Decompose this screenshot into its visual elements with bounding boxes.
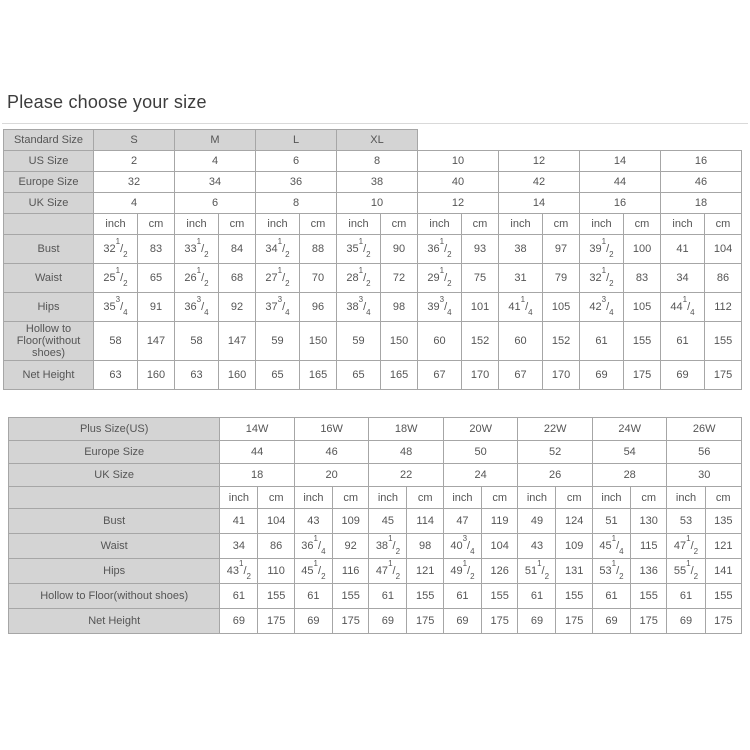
measure-cm-cell: 115: [631, 534, 667, 559]
size-value-cell: 34: [175, 172, 256, 193]
unit-label: inch: [661, 214, 705, 235]
unit-label: inch: [580, 214, 624, 235]
measure-cm-cell: 70: [300, 264, 337, 293]
unit-label: inch: [175, 214, 219, 235]
size-value-cell: 32: [94, 172, 175, 193]
page-title: Please choose your size: [7, 92, 207, 112]
measure-cm-cell: 175: [332, 609, 368, 634]
unit-label: cm: [381, 214, 418, 235]
measure-inch-cell: $47^1/_2$: [667, 534, 705, 559]
measure-inch-cell: 61: [661, 322, 705, 361]
measure-cm-cell: 155: [705, 322, 742, 361]
measure-cm-cell: 114: [407, 509, 443, 534]
unit-label: cm: [705, 214, 742, 235]
measure-inch-cell: $38^3/_4$: [337, 293, 381, 322]
measure-inch-cell: 65: [256, 361, 300, 390]
measure-inch-cell: 58: [94, 322, 138, 361]
measure-cm-cell: 65: [138, 264, 175, 293]
measure-inch-cell: $32^1/_2$: [94, 235, 138, 264]
size-value-cell: 18: [220, 464, 295, 487]
measure-inch-cell: 61: [592, 584, 630, 609]
measure-inch-cell: 63: [94, 361, 138, 390]
measure-cm-cell: 86: [258, 534, 294, 559]
size-value-cell: 6: [175, 193, 256, 214]
measure-inch-cell: 49: [518, 509, 556, 534]
unit-label: inch: [256, 214, 300, 235]
row-label: Waist: [4, 264, 94, 293]
size-value-cell: 8: [256, 193, 337, 214]
size-value-cell: 4: [94, 193, 175, 214]
measure-cm-cell: 175: [624, 361, 661, 390]
size-row: [9, 418, 742, 441]
measure-cm-cell: 160: [219, 361, 256, 390]
unit-label: cm: [481, 487, 517, 509]
measure-inch-cell: $37^3/_4$: [256, 293, 300, 322]
unit-label: inch: [418, 214, 462, 235]
measure-row: [9, 609, 742, 634]
measure-inch-cell: $41^1/_4$: [499, 293, 543, 322]
measure-inch-cell: $40^3/_4$: [443, 534, 481, 559]
row-label: [4, 214, 94, 235]
size-row: [4, 172, 742, 193]
plus-size-table: [0, 417, 750, 634]
size-value-cell: 2: [94, 151, 175, 172]
size-value-cell: 22: [369, 464, 444, 487]
unit-label: cm: [300, 214, 337, 235]
size-value-cell: 24W: [592, 418, 667, 441]
measure-cm-cell: 90: [381, 235, 418, 264]
measure-cm-cell: 160: [138, 361, 175, 390]
measure-cm-cell: 96: [300, 293, 337, 322]
measure-inch-cell: $38^1/_2$: [369, 534, 407, 559]
size-value-cell: 50: [443, 441, 518, 464]
unit-label: inch: [369, 487, 407, 509]
measure-inch-cell: $51^1/_2$: [518, 559, 556, 584]
measure-inch-cell: 59: [337, 322, 381, 361]
row-label: UK Size: [9, 464, 220, 487]
measure-inch-cell: 69: [518, 609, 556, 634]
measure-cm-cell: 112: [705, 293, 742, 322]
unit-row: [4, 214, 742, 235]
measure-inch-cell: $45^1/_4$: [592, 534, 630, 559]
size-value-cell: 38: [337, 172, 418, 193]
measure-cm-cell: 155: [556, 584, 592, 609]
size-row: [4, 193, 742, 214]
size-value-cell: 48: [369, 441, 444, 464]
measure-cm-cell: 124: [556, 509, 592, 534]
row-label: UK Size: [4, 193, 94, 214]
size-group-cell: XL: [337, 130, 418, 151]
size-value-cell: 52: [518, 441, 593, 464]
measure-cm-cell: 83: [624, 264, 661, 293]
measure-cm-cell: 155: [631, 584, 667, 609]
size-group-cell: M: [175, 130, 256, 151]
unit-label: inch: [518, 487, 556, 509]
measure-inch-cell: 69: [661, 361, 705, 390]
measure-cm-cell: 109: [332, 509, 368, 534]
row-label: Hips: [9, 559, 220, 584]
size-value-cell: 18: [661, 193, 742, 214]
measure-cm-cell: 165: [300, 361, 337, 390]
measure-cm-cell: 175: [481, 609, 517, 634]
size-value-cell: 14W: [220, 418, 295, 441]
measure-cm-cell: 155: [332, 584, 368, 609]
measure-cm-cell: 136: [631, 559, 667, 584]
row-label: Bust: [4, 235, 94, 264]
measure-cm-cell: 147: [138, 322, 175, 361]
row-label: US Size: [4, 151, 94, 172]
measure-inch-cell: 61: [518, 584, 556, 609]
measure-inch-cell: $39^3/_4$: [418, 293, 462, 322]
row-label: Europe Size: [9, 441, 220, 464]
measure-cm-cell: 110: [258, 559, 294, 584]
measure-inch-cell: 31: [499, 264, 543, 293]
size-value-cell: 12: [499, 151, 580, 172]
size-chart: [8, 417, 742, 634]
row-label: [9, 487, 220, 509]
measure-cm-cell: 98: [407, 534, 443, 559]
measure-row: [9, 584, 742, 609]
measure-cm-cell: 91: [138, 293, 175, 322]
measure-inch-cell: $35^1/_2$: [337, 235, 381, 264]
size-value-cell: 16W: [294, 418, 369, 441]
measure-cm-cell: 119: [481, 509, 517, 534]
measure-cm-cell: 165: [381, 361, 418, 390]
size-row: [9, 441, 742, 464]
measure-inch-cell: 59: [256, 322, 300, 361]
row-label: Bust: [9, 509, 220, 534]
measure-cm-cell: 152: [543, 322, 580, 361]
measure-cm-cell: 175: [631, 609, 667, 634]
row-label: Europe Size: [4, 172, 94, 193]
size-value-cell: 14: [580, 151, 661, 172]
size-value-cell: 46: [661, 172, 742, 193]
measure-cm-cell: 104: [705, 235, 742, 264]
measure-cm-cell: 170: [462, 361, 499, 390]
unit-label: inch: [220, 487, 258, 509]
unit-label: inch: [294, 487, 332, 509]
unit-label: cm: [332, 487, 368, 509]
measure-inch-cell: $39^1/_2$: [580, 235, 624, 264]
measure-inch-cell: 69: [220, 609, 258, 634]
size-value-cell: 24: [443, 464, 518, 487]
size-value-cell: 46: [294, 441, 369, 464]
measure-cm-cell: 83: [138, 235, 175, 264]
measure-inch-cell: $49^1/_2$: [443, 559, 481, 584]
size-value-cell: 20W: [443, 418, 518, 441]
measure-cm-cell: 104: [258, 509, 294, 534]
measure-inch-cell: 69: [443, 609, 481, 634]
unit-label: cm: [462, 214, 499, 235]
unit-label: inch: [443, 487, 481, 509]
size-value-cell: 42: [499, 172, 580, 193]
measure-cm-cell: 79: [543, 264, 580, 293]
measure-inch-cell: $53^1/_2$: [592, 559, 630, 584]
measure-cm-cell: 100: [624, 235, 661, 264]
measure-inch-cell: 61: [294, 584, 332, 609]
row-label: Net Height: [4, 361, 94, 390]
size-value-cell: 30: [667, 464, 742, 487]
size-value-cell: 20: [294, 464, 369, 487]
measure-inch-cell: $47^1/_2$: [369, 559, 407, 584]
measure-inch-cell: 60: [418, 322, 462, 361]
measure-cm-cell: 175: [407, 609, 443, 634]
size-row: [4, 151, 742, 172]
measure-cm-cell: 175: [705, 361, 742, 390]
measure-cm-cell: 104: [481, 534, 517, 559]
measure-cm-cell: 86: [705, 264, 742, 293]
measure-row: [4, 322, 742, 361]
unit-label: cm: [543, 214, 580, 235]
measure-inch-cell: 58: [175, 322, 219, 361]
size-value-cell: 56: [667, 441, 742, 464]
size-value-cell: 26W: [667, 418, 742, 441]
measure-row: [9, 509, 742, 534]
measure-inch-cell: 67: [499, 361, 543, 390]
unit-label: cm: [258, 487, 294, 509]
measure-inch-cell: $36^1/_2$: [418, 235, 462, 264]
measure-row: [4, 293, 742, 322]
size-value-cell: 26: [518, 464, 593, 487]
measure-inch-cell: 65: [337, 361, 381, 390]
measure-cm-cell: 116: [332, 559, 368, 584]
unit-label: inch: [337, 214, 381, 235]
measure-inch-cell: $28^1/_2$: [337, 264, 381, 293]
measure-inch-cell: 38: [499, 235, 543, 264]
size-value-cell: 54: [592, 441, 667, 464]
size-value-cell: 22W: [518, 418, 593, 441]
measure-cm-cell: 155: [705, 584, 741, 609]
row-label: Net Height: [9, 609, 220, 634]
unit-label: inch: [499, 214, 543, 235]
measure-cm-cell: 105: [543, 293, 580, 322]
measure-inch-cell: 34: [220, 534, 258, 559]
row-label: Standard Size: [4, 130, 94, 151]
size-value-cell: 10: [418, 151, 499, 172]
unit-label: inch: [592, 487, 630, 509]
measure-inch-cell: 60: [499, 322, 543, 361]
size-value-cell: 18W: [369, 418, 444, 441]
measure-row: [4, 361, 742, 390]
unit-label: cm: [624, 214, 661, 235]
row-label: Plus Size(US): [9, 418, 220, 441]
measure-inch-cell: 41: [220, 509, 258, 534]
measure-inch-cell: $32^1/_2$: [580, 264, 624, 293]
measure-cm-cell: 155: [407, 584, 443, 609]
measure-inch-cell: 41: [661, 235, 705, 264]
measure-cm-cell: 170: [543, 361, 580, 390]
measure-inch-cell: 61: [369, 584, 407, 609]
measure-cm-cell: 175: [705, 609, 741, 634]
measure-inch-cell: 43: [294, 509, 332, 534]
measure-inch-cell: $35^3/_4$: [94, 293, 138, 322]
measure-inch-cell: 69: [294, 609, 332, 634]
measure-cm-cell: 68: [219, 264, 256, 293]
unit-label: cm: [705, 487, 741, 509]
measure-inch-cell: 53: [667, 509, 705, 534]
measure-cm-cell: 175: [556, 609, 592, 634]
measure-cm-cell: 155: [258, 584, 294, 609]
unit-label: cm: [138, 214, 175, 235]
measure-inch-cell: $42^3/_4$: [580, 293, 624, 322]
measure-inch-cell: $26^1/_2$: [175, 264, 219, 293]
measure-inch-cell: $43^1/_2$: [220, 559, 258, 584]
title-divider: [2, 123, 748, 124]
size-value-cell: 12: [418, 193, 499, 214]
measure-inch-cell: 69: [667, 609, 705, 634]
measure-cm-cell: 155: [624, 322, 661, 361]
measure-inch-cell: 61: [580, 322, 624, 361]
measure-inch-cell: $33^1/_2$: [175, 235, 219, 264]
measure-cm-cell: 72: [381, 264, 418, 293]
measure-cm-cell: 126: [481, 559, 517, 584]
size-value-cell: 44: [580, 172, 661, 193]
measure-cm-cell: 147: [219, 322, 256, 361]
measure-cm-cell: 75: [462, 264, 499, 293]
measure-cm-cell: 155: [481, 584, 517, 609]
measure-cm-cell: 175: [258, 609, 294, 634]
measure-inch-cell: 69: [369, 609, 407, 634]
size-value-cell: 4: [175, 151, 256, 172]
measure-inch-cell: $44^1/_4$: [661, 293, 705, 322]
size-value-cell: 6: [256, 151, 337, 172]
measure-inch-cell: 69: [592, 609, 630, 634]
measure-row: [4, 264, 742, 293]
row-label: Waist: [9, 534, 220, 559]
measure-inch-cell: $55^1/_2$: [667, 559, 705, 584]
measure-cm-cell: 105: [624, 293, 661, 322]
size-value-cell: 44: [220, 441, 295, 464]
measure-cm-cell: 98: [381, 293, 418, 322]
measure-cm-cell: 152: [462, 322, 499, 361]
unit-label: inch: [94, 214, 138, 235]
measure-inch-cell: 61: [220, 584, 258, 609]
size-value-cell: 40: [418, 172, 499, 193]
measure-cm-cell: 131: [556, 559, 592, 584]
measure-inch-cell: 34: [661, 264, 705, 293]
unit-label: cm: [407, 487, 443, 509]
size-value-cell: 16: [580, 193, 661, 214]
size-value-cell: 8: [337, 151, 418, 172]
measure-inch-cell: 63: [175, 361, 219, 390]
unit-label: cm: [556, 487, 592, 509]
measure-cm-cell: 135: [705, 509, 741, 534]
unit-row: [9, 487, 742, 509]
measure-cm-cell: 109: [556, 534, 592, 559]
row-label: Hips: [4, 293, 94, 322]
measure-cm-cell: 150: [381, 322, 418, 361]
measure-cm-cell: 141: [705, 559, 741, 584]
size-value-cell: 14: [499, 193, 580, 214]
measure-row: [4, 235, 742, 264]
unit-label: cm: [219, 214, 256, 235]
measure-inch-cell: $34^1/_2$: [256, 235, 300, 264]
measure-inch-cell: $27^1/_2$: [256, 264, 300, 293]
size-value-cell: 36: [256, 172, 337, 193]
measure-inch-cell: 69: [580, 361, 624, 390]
size-group-cell: S: [94, 130, 175, 151]
measure-inch-cell: $36^1/_4$: [294, 534, 332, 559]
measure-cm-cell: 101: [462, 293, 499, 322]
header-group-row: [4, 130, 742, 151]
measure-cm-cell: 97: [543, 235, 580, 264]
row-label: Hollow to Floor(without shoes): [9, 584, 220, 609]
size-group-cell: L: [256, 130, 337, 151]
size-value-cell: 28: [592, 464, 667, 487]
measure-row: [9, 534, 742, 559]
row-label: Hollow to Floor(without shoes): [4, 322, 94, 361]
unit-label: inch: [667, 487, 705, 509]
measure-cm-cell: 92: [219, 293, 256, 322]
size-row: [9, 464, 742, 487]
measure-inch-cell: $36^3/_4$: [175, 293, 219, 322]
measure-inch-cell: $25^1/_2$: [94, 264, 138, 293]
measure-cm-cell: 121: [705, 534, 741, 559]
measure-inch-cell: 43: [518, 534, 556, 559]
measure-inch-cell: 61: [667, 584, 705, 609]
measure-cm-cell: 93: [462, 235, 499, 264]
measure-cm-cell: 121: [407, 559, 443, 584]
measure-inch-cell: $29^1/_2$: [418, 264, 462, 293]
size-value-cell: 10: [337, 193, 418, 214]
measure-inch-cell: 67: [418, 361, 462, 390]
measure-inch-cell: 61: [443, 584, 481, 609]
size-chart: [3, 129, 742, 390]
measure-inch-cell: $45^1/_2$: [294, 559, 332, 584]
measure-cm-cell: 92: [332, 534, 368, 559]
standard-size-table: [0, 129, 750, 390]
measure-inch-cell: 47: [443, 509, 481, 534]
measure-cm-cell: 88: [300, 235, 337, 264]
size-value-cell: 16: [661, 151, 742, 172]
unit-label: cm: [631, 487, 667, 509]
measure-inch-cell: 45: [369, 509, 407, 534]
measure-inch-cell: 51: [592, 509, 630, 534]
measure-cm-cell: 84: [219, 235, 256, 264]
measure-cm-cell: 130: [631, 509, 667, 534]
measure-row: [9, 559, 742, 584]
measure-cm-cell: 150: [300, 322, 337, 361]
